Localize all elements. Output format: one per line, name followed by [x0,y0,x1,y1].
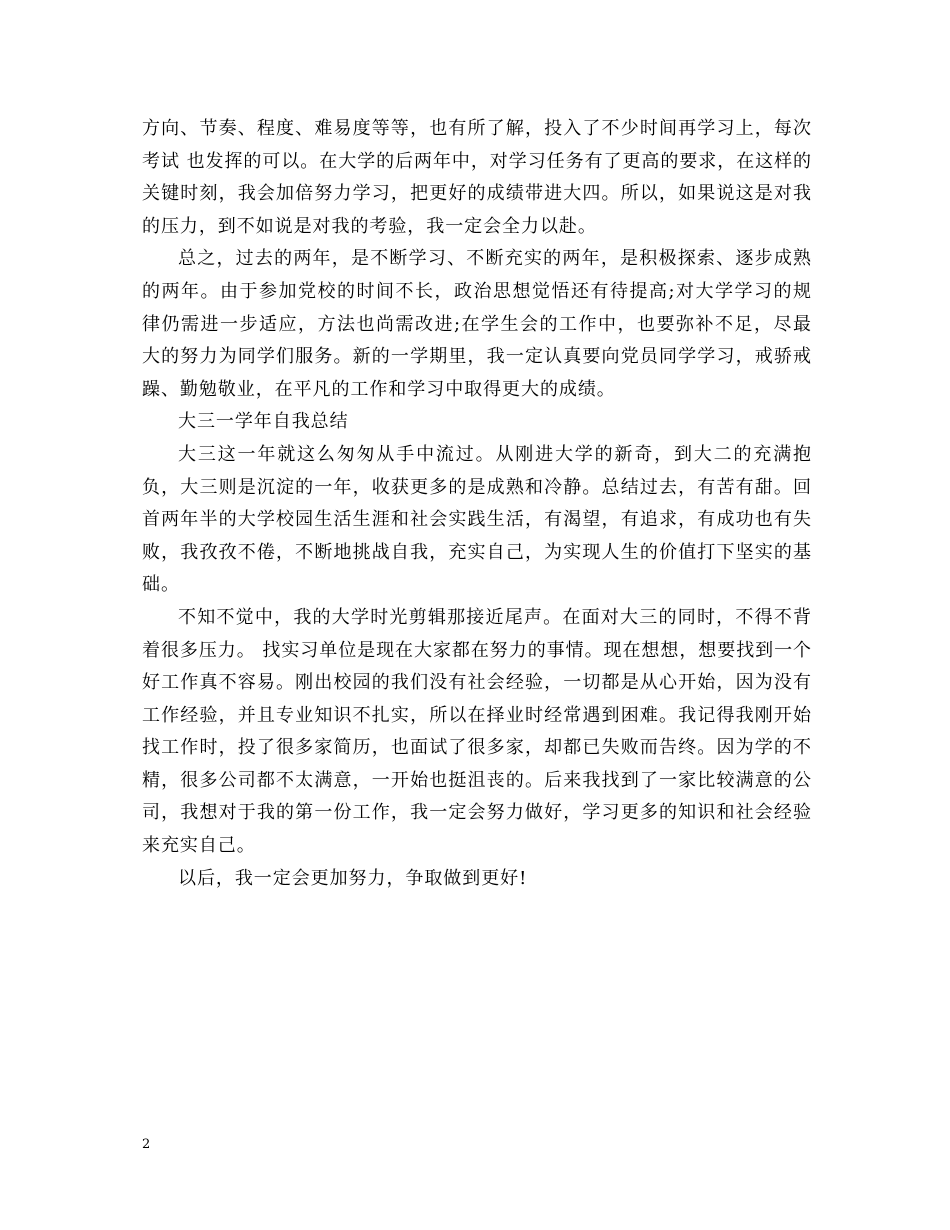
document-body [142,113,812,895]
paragraph-summary: 总之，过去的两年，是不断学习、不断充实的两年，是积极探索、逐步成熟的两年。由于参加党校的时间不长，政治思想觉悟还有待提高;对大学学习的规律仍需进一步适应，方法也尚需改进;在学生会的工作中，也要弥补不足，尽最大的努力为同学们服务。新的一学期里，我一定认真要向党员同学学习，戒骄戒躁、勤勉敬业，在平凡的工作和学习中取得更大的成绩。 [142,248,812,400]
page-number: 2 [142,1137,151,1152]
paragraph-closing: 以后，我一定会更加努力，争取做到更好! [178,867,528,889]
paragraph-continued: 方向、节奏、程度、难易度等等，也有所了解，投入了不少时间再学习上，每次考试 也发挥的可以。在大学的后两年中，对学习任务有了更高的要求，在这样的关键时刻，我会加倍努力学习，把更好的成绩带进大四。所以，如果说这是对我的压力，到不如说是对我的考验，我一定会全力以赴。 [142,118,812,237]
section-heading: 大三一学年自我总结 [178,411,349,433]
paragraph-pressure: 不知不觉中，我的大学时光剪辑那接近尾声。在面对大三的同时，不得不背着很多压力。 找实习单位是现在大家都在努力的事情。现在想想，想要找到一个好工作真不容易。刚出校园的我们没有社会经验，一切都是从心开始，因为没有工作经验，并且专业知识不扎实，所以在择业时经常遇到困难。我记得我刚开始找工作时，投了很多家简历，也面试了很多家，却都已失败而告终。因为学的不精，很多公司都不太满意，一开始也挺沮丧的。后来我找到了一家比较满意的公司，我想对于我的第一份工作，我一定会努力做好，学习更多的知识和社会经验来充实自己。 [142,606,812,857]
paragraph-junior-year: 大三这一年就这么匆匆从手中流过。从刚进大学的新奇，到大二的充满抱负，大三则是沉淀的一年，收获更多的是成熟和冷静。总结过去，有苦有甜。回首两年半的大学校园生活生涯和社会实践生活，有渴望，有追求，有成功也有失败，我孜孜不倦，不断地挑战自我，充实自己，为实现人生的价值打下坚实的基础。 [142,443,812,596]
